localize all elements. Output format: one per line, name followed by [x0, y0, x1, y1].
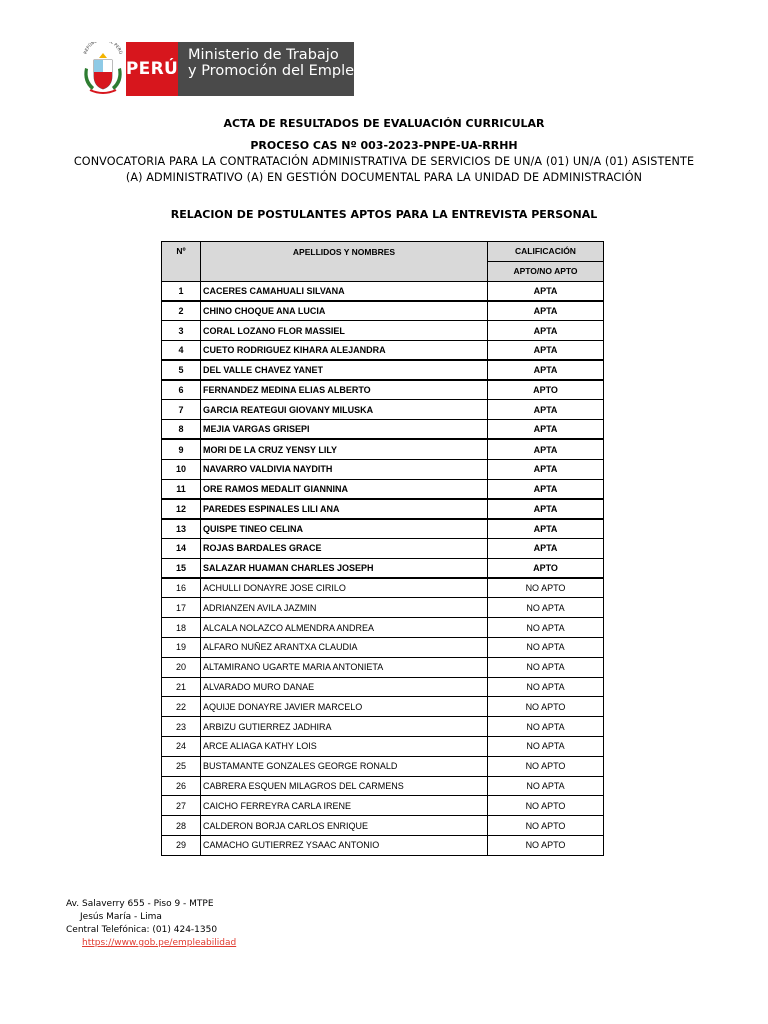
header-name: APELLIDOS Y NOMBRES [201, 242, 488, 262]
row-number: 19 [162, 637, 201, 657]
row-result: APTA [488, 538, 604, 558]
row-number: 22 [162, 697, 201, 717]
row-name: PAREDES ESPINALES LILI ANA [201, 499, 488, 519]
row-name: SALAZAR HUAMAN CHARLES JOSEPH [201, 558, 488, 578]
row-name: AQUIJE DONAYRE JAVIER MARCELO [201, 697, 488, 717]
row-number: 2 [162, 301, 201, 321]
row-name: ROJAS BARDALES GRACE [201, 538, 488, 558]
row-number: 29 [162, 835, 201, 855]
convocatoria-line-1: CONVOCATORIA PARA LA CONTRATACIÓN ADMINISTRATIVA DE SERVICIOS DE UN/A (01) UN/A (01) ASISTENTE [73, 155, 695, 168]
row-number: 20 [162, 657, 201, 677]
row-number: 1 [162, 281, 201, 301]
row-result: NO APTO [488, 816, 604, 836]
convocatoria-line-2: (A) ADMINISTRATIVO (A) EN GESTIÓN DOCUMENTAL PARA LA UNIDAD DE ADMINISTRACIÓN [125, 171, 643, 184]
footer-phone: Central Telefónica: (01) 424-1350 [66, 925, 218, 935]
row-result: NO APTA [488, 637, 604, 657]
table-row [162, 835, 604, 855]
row-number: 17 [162, 598, 201, 618]
row-result: APTA [488, 499, 604, 519]
row-number: 28 [162, 816, 201, 836]
row-name: CUETO RODRIGUEZ KIHARA ALEJANDRA [201, 340, 488, 360]
footer-address: Av. Salaverry 655 - Piso 9 - MTPE [66, 899, 214, 909]
table-row [162, 360, 604, 380]
table-row [162, 717, 604, 737]
table-row [162, 538, 604, 558]
table-row [162, 499, 604, 519]
row-result: APTO [488, 380, 604, 400]
table-row [162, 598, 604, 618]
row-result: NO APTA [488, 618, 604, 638]
table-row [162, 301, 604, 321]
row-result: NO APTO [488, 578, 604, 598]
row-name: QUISPE TINEO CELINA [201, 519, 488, 539]
footer-district: Jesús María - Lima [80, 912, 162, 922]
table-row [162, 677, 604, 697]
row-result: NO APTA [488, 736, 604, 756]
row-name: BUSTAMANTE GONZALES GEORGE RONALD [201, 756, 488, 776]
row-number: 25 [162, 756, 201, 776]
row-result: APTA [488, 439, 604, 459]
row-name: GARCIA REATEGUI GIOVANY MILUSKA [201, 400, 488, 420]
footer-link[interactable]: https://www.gob.pe/empleabilidad [82, 938, 237, 948]
row-result: APTA [488, 281, 604, 301]
row-number: 21 [162, 677, 201, 697]
row-number: 6 [162, 380, 201, 400]
row-number: 11 [162, 479, 201, 499]
row-result: APTA [488, 519, 604, 539]
row-result: APTA [488, 360, 604, 380]
row-result: APTA [488, 340, 604, 360]
table-row [162, 558, 604, 578]
row-name: ADRIANZEN AVILA JAZMIN [201, 598, 488, 618]
row-name: ORE RAMOS MEDALIT GIANNINA [201, 479, 488, 499]
row-number: 9 [162, 439, 201, 459]
table-row [162, 439, 604, 459]
row-result: NO APTA [488, 677, 604, 697]
row-number: 5 [162, 360, 201, 380]
row-result: NO APTO [488, 796, 604, 816]
row-result: APTA [488, 459, 604, 479]
table-row [162, 459, 604, 479]
header-calificacion: CALIFICACIÓN [488, 242, 604, 262]
header-apto: APTO/NO APTO [488, 261, 604, 281]
row-name: ALFARO NUÑEZ ARANTXA CLAUDIA [201, 637, 488, 657]
row-number: 13 [162, 519, 201, 539]
table-row [162, 519, 604, 539]
row-name: ALCALA NOLAZCO ALMENDRA ANDREA [201, 618, 488, 638]
results-table [161, 241, 604, 856]
row-result: NO APTO [488, 697, 604, 717]
row-name: CABRERA ESQUEN MILAGROS DEL CARMENS [201, 776, 488, 796]
table-row [162, 321, 604, 341]
row-name: ALVARADO MURO DANAE [201, 677, 488, 697]
row-number: 14 [162, 538, 201, 558]
table-row [162, 380, 604, 400]
row-number: 15 [162, 558, 201, 578]
row-number: 26 [162, 776, 201, 796]
svg-text:REPÚBLICA DEL PERÚ [83, 42, 124, 55]
header-row [162, 242, 604, 262]
row-name: ALTAMIRANO UGARTE MARIA ANTONIETA [201, 657, 488, 677]
ministry-line-1: Ministerio de Trabajo [188, 47, 339, 63]
table-row [162, 618, 604, 638]
seal-text: REPÚB L PERÚ [82, 42, 124, 55]
row-name: ACHULLI DONAYRE JOSE CIRILO [201, 578, 488, 598]
row-result: NO APTO [488, 835, 604, 855]
row-number: 18 [162, 618, 201, 638]
row-name: ARCE ALIAGA KATHY LOIS [201, 736, 488, 756]
row-result: APTA [488, 420, 604, 440]
row-result: NO APTA [488, 717, 604, 737]
table-row [162, 479, 604, 499]
row-result: APTA [488, 479, 604, 499]
row-name: MORI DE LA CRUZ YENSY LILY [201, 439, 488, 459]
row-number: 24 [162, 736, 201, 756]
table-row [162, 340, 604, 360]
table-row [162, 756, 604, 776]
table-row [162, 816, 604, 836]
document-titles [0, 116, 768, 223]
row-name: CAMACHO GUTIERREZ YSAAC ANTONIO [201, 835, 488, 855]
row-number: 23 [162, 717, 201, 737]
row-name: FERNANDEZ MEDINA ELIAS ALBERTO [201, 380, 488, 400]
table-row [162, 400, 604, 420]
table-row [162, 657, 604, 677]
row-number: 16 [162, 578, 201, 598]
row-result: APTO [488, 558, 604, 578]
ministry-name [178, 42, 363, 96]
row-number: 4 [162, 340, 201, 360]
header-num: Nº [162, 242, 201, 282]
row-result: APTA [488, 321, 604, 341]
row-number: 7 [162, 400, 201, 420]
row-number: 27 [162, 796, 201, 816]
row-result: APTA [488, 301, 604, 321]
table-row [162, 736, 604, 756]
row-name: NAVARRO VALDIVIA NAYDITH [201, 459, 488, 479]
row-number: 12 [162, 499, 201, 519]
table-row [162, 796, 604, 816]
table-row [162, 697, 604, 717]
proceso-title: PROCESO CAS Nº 003-2023-PNPE-UA-RRHH [250, 139, 518, 152]
row-name: CALDERON BORJA CARLOS ENRIQUE [201, 816, 488, 836]
coat-of-arms-icon [80, 42, 126, 96]
row-result: APTA [488, 400, 604, 420]
acta-title: ACTA DE RESULTADOS DE EVALUACIÓN CURRICULAR [223, 117, 545, 130]
header-name-blank [201, 261, 488, 281]
row-name: CORAL LOZANO FLOR MASSIEL [201, 321, 488, 341]
footer [66, 898, 236, 950]
row-result: NO APTA [488, 598, 604, 618]
ministry-logo [80, 42, 363, 96]
row-name: ARBIZU GUTIERREZ JADHIRA [201, 717, 488, 737]
table-row [162, 281, 604, 301]
row-number: 10 [162, 459, 201, 479]
row-name: DEL VALLE CHAVEZ YANET [201, 360, 488, 380]
table-row [162, 776, 604, 796]
row-result: NO APTO [488, 756, 604, 776]
row-number: 3 [162, 321, 201, 341]
row-number: 8 [162, 420, 201, 440]
peru-brand: PERÚ [126, 42, 178, 96]
row-name: MEJIA VARGAS GRISEPI [201, 420, 488, 440]
relacion-title: RELACION DE POSTULANTES APTOS PARA LA ENTREVISTA PERSONAL [170, 208, 598, 221]
row-name: CAICHO FERREYRA CARLA IRENE [201, 796, 488, 816]
row-result: NO APTA [488, 776, 604, 796]
table-row [162, 420, 604, 440]
table-row [162, 578, 604, 598]
subheader-row [162, 261, 604, 281]
row-result: NO APTA [488, 657, 604, 677]
row-name: CACERES CAMAHUALI SILVANA [201, 281, 488, 301]
table-row [162, 637, 604, 657]
ministry-line-2: y Promoción del Empleo [188, 63, 363, 79]
row-name: CHINO CHOQUE ANA LUCIA [201, 301, 488, 321]
